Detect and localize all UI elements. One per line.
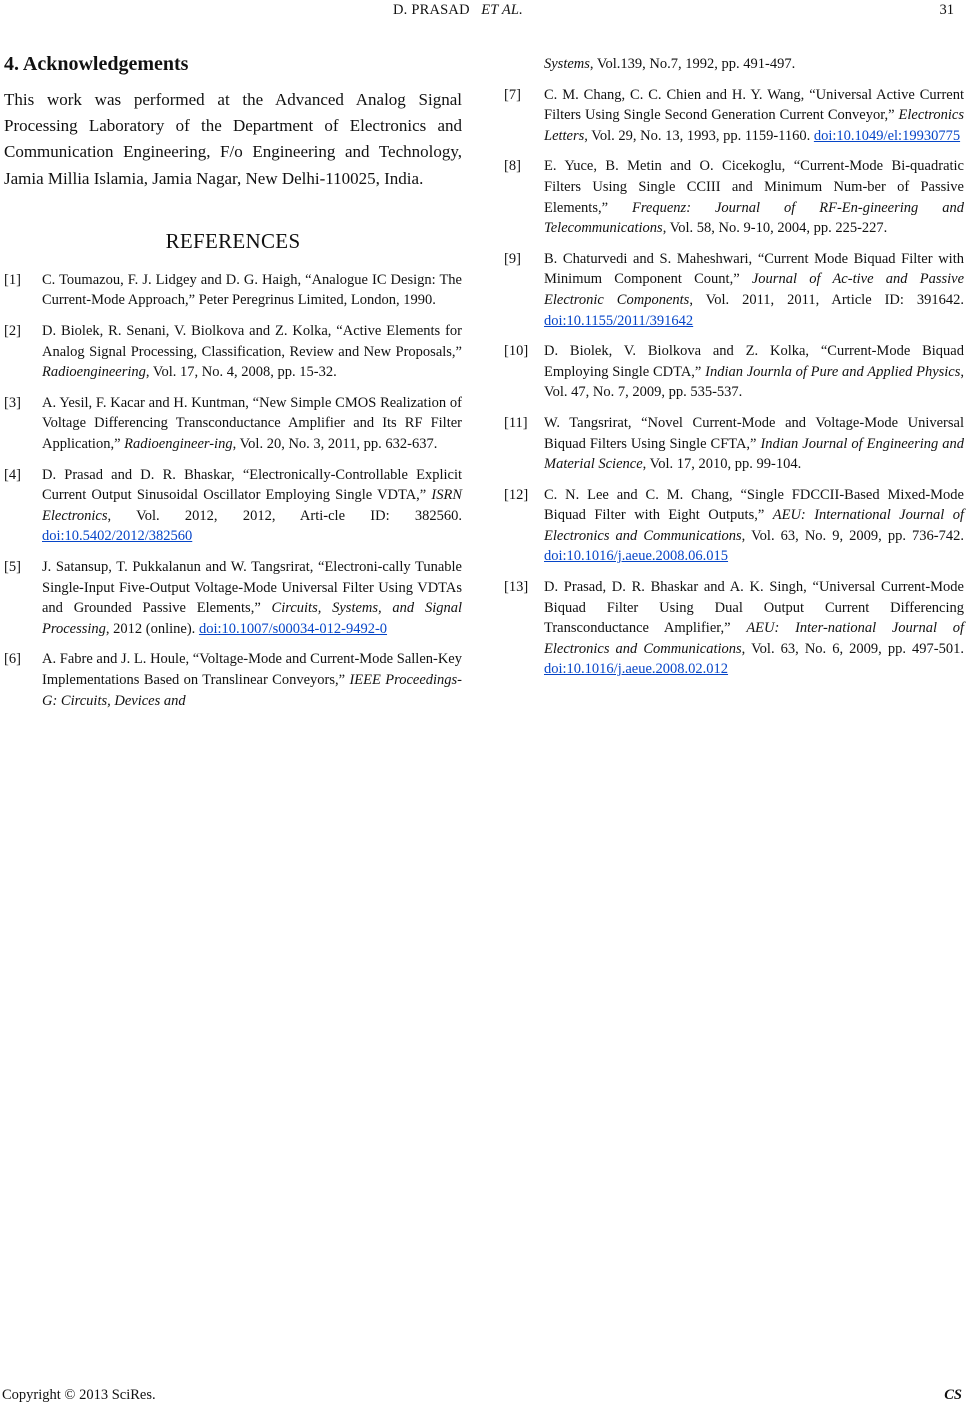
doi-link[interactable]: doi:10.1016/j.aeue.2008.06.015 bbox=[544, 548, 729, 565]
references-heading: REFERENCES bbox=[165, 228, 301, 253]
journal-code: CS bbox=[944, 1387, 962, 1403]
acknowledgements-body: This work was performed at the Advanced Analog Signal Processing Laboratory of the Department of Electronics and Communication Engineering, F/o Engineering and Technology, Jamia Millia Islamia, Jamia Nagar, New Delhi-110025, India. bbox=[4, 90, 462, 188]
reference-6: [6] A. Fabre and J. L. Houle, “Voltage-Mode and Current-Mode Sallen-Key Implementations Based on Translinear Conveyors,” IEEE Proceedings-G: Circuits, Devices and bbox=[4, 651, 463, 709]
page-number: 31 bbox=[939, 2, 954, 18]
reference-1: [1] C. Toumazou, F. J. Lidgey and D. G. Haigh, “Analogue IC Design: The Current-Mode Approach,” Peter Peregrinus Limited, London, 1990. bbox=[4, 271, 462, 309]
running-author: D. PRASAD ET AL. bbox=[393, 2, 524, 18]
reference-12: [12] C. N. Lee and C. M. Chang, “Single FDCCII-Based Mixed-Mode Biquad Filter with Eight Outputs,” AEU: International Journal of Electronics and Communications, Vol. 63, No. 9, 2009, pp. 736-742. doi:10.1016/j.aeue.2008.06.015 bbox=[504, 486, 965, 565]
reference-3: [3] A. Yesil, F. Kacar and H. Kuntman, “New Simple CMOS Realization of Voltage Differencing Transconductance Amplifier and Its RF Filter Application,” Radioengineer-ing, Vol. 20, No. 3, 2011, pp. 632-637. bbox=[4, 394, 462, 452]
reference-6-continuation: Systems, Vol.139, No.7, 1992, pp. 491-497. bbox=[544, 56, 796, 72]
left-column bbox=[4, 47, 462, 721]
doi-link[interactable]: doi:10.5402/2012/382560 bbox=[42, 528, 193, 545]
reference-5: [5] J. Satansup, T. Pukkalanun and W. Tangsrirat, “Electroni-cally Tunable Single-Input Five-Output Voltage-Mode Universal Filter Using VDTAs and Grounded Passive Elements,” Circuits, Systems, and Signal Processing, 2012 (online). doi:10.1007/s00034-012-9492-0 bbox=[4, 558, 462, 637]
reference-2: [2] D. Biolek, R. Senani, V. Biolkova and Z. Kolka, “Active Elements for Analog Signal Processing, Classification, Review and New Proposals,” Radioengineering, Vol. 17, No. 4, 2008, pp. 15-32. bbox=[4, 323, 462, 381]
page-footer bbox=[0, 1387, 968, 1407]
reference-4: [4] D. Prasad and D. R. Bhaskar, “Electronically-Controllable Explicit Current Output Sinusoidal Oscillator Employing Single VDTA,” ISRN Electronics, Vol. 2012, 2012, Arti-cle ID: 382560. doi:10.5402/2012/382560 bbox=[4, 466, 462, 545]
acknowledgements-heading: 4. Acknowledgements bbox=[4, 53, 189, 75]
right-column bbox=[504, 54, 964, 690]
et-al: ET AL. bbox=[481, 2, 524, 18]
copyright-notice: Copyright © 2013 SciRes. bbox=[2, 1387, 156, 1403]
reference-list-left bbox=[4, 270, 462, 711]
reference-10: [10] D. Biolek, V. Biolkova and Z. Kolka, “Current-Mode Biquad Employing Single CDTA,” Indian Journla of Pure and Applied Physics, Vol. 47, No. 7, 2009, pp. 535-537. bbox=[504, 343, 965, 401]
reference-13: [13] D. Prasad, D. R. Bhaskar and A. K. Singh, “Universal Current-Mode Biquad Filter Using Dual Output Current Differencing Transconductance Amplifier,” AEU: Inter-national Journal of Electronics and Communications, Vol. 63, No. 6, 2009, pp. 497-501. doi:10.1016/j.aeue.2008.02.012 bbox=[504, 579, 965, 678]
running-head bbox=[0, 2, 968, 22]
doi-link[interactable]: doi:10.1007/s00034-012-9492-0 bbox=[198, 620, 388, 637]
reference-11: [11] W. Tangsrirat, “Novel Current-Mode and Voltage-Mode Universal Biquad Filters Using Single CFTA,” Indian Journal of Engineering and Material Science, Vol. 17, 2010, pp. 99-104. bbox=[504, 414, 964, 473]
reference-8: [8] E. Yuce, B. Metin and O. Cicekoglu, “Current-Mode Bi-quadratic Filters Using Single CCIII and Minimum Num-ber of Passive Elements,” Frequenz: Journal of RF-En-gineering and Telecommunications, Vol. 58, No. 9-10, 2004, pp. 225-227. bbox=[504, 158, 964, 237]
reference-7: [7] C. M. Chang, C. C. Chien and H. Y. Wang, “Universal Active Current Filters Using Single Second Generation Current Conveyor,” Electronics Letters, Vol. 29, No. 13, 1993, pp. 1159-1160. doi:10.1049/el:19930775 bbox=[504, 86, 964, 144]
doi-link[interactable]: doi:10.1049/el:19930775 bbox=[813, 127, 961, 144]
doi-link[interactable]: doi:10.1155/2011/391642 bbox=[544, 312, 694, 329]
reference-9: [9] B. Chaturvedi and S. Maheshwari, “Current Mode Biquad Filter with Minimum Component Count,” Journal of Ac-tive and Passive Electronic Components, Vol. 2011, 2011, Article ID: 391642. doi:10.1155/2011/391642 bbox=[504, 250, 965, 329]
doi-link[interactable]: doi:10.1016/j.aeue.2008.02.012 bbox=[544, 661, 729, 678]
reference-list-right bbox=[504, 85, 964, 680]
